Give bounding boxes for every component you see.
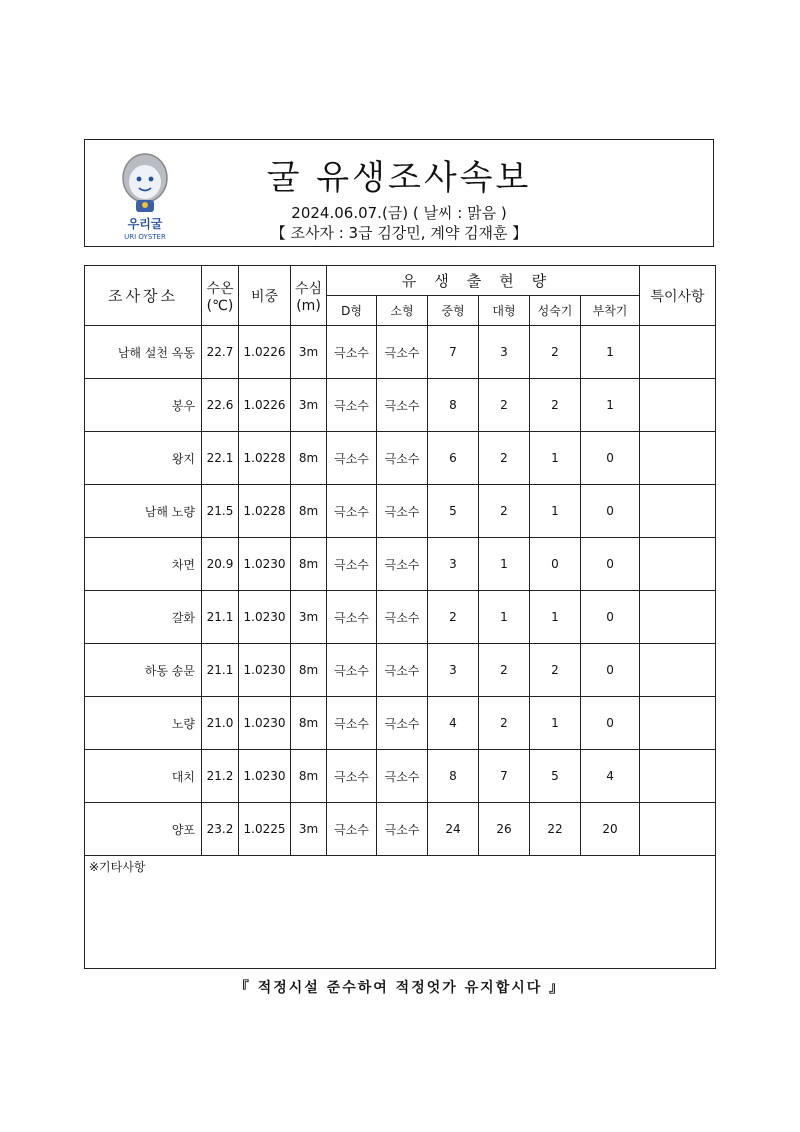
cell-mature: 5: [530, 750, 581, 803]
cell-large: 3: [479, 326, 530, 379]
cell-d-type: 극소수: [327, 538, 377, 591]
cell-attach: 0: [581, 697, 640, 750]
table-row: [85, 538, 716, 591]
cell-remarks: [640, 644, 716, 697]
cell-medium: 2: [428, 591, 479, 644]
header-gravity: 비중: [239, 266, 291, 326]
cell-depth: 3m: [291, 326, 327, 379]
cell-remarks: [640, 485, 716, 538]
cell-temp: 22.6: [202, 379, 239, 432]
cell-d-type: 극소수: [327, 432, 377, 485]
cell-d-type: 극소수: [327, 379, 377, 432]
cell-medium: 8: [428, 379, 479, 432]
footer-slogan: 『 적정시설 준수하여 적정엇가 유지합시다 』: [234, 980, 566, 996]
table-row: [85, 485, 716, 538]
cell-attach: 1: [581, 326, 640, 379]
cell-d-type: 극소수: [327, 697, 377, 750]
cell-gravity: 1.0230: [239, 538, 291, 591]
cell-mature: 22: [530, 803, 581, 856]
cell-medium: 3: [428, 538, 479, 591]
cell-remarks: [640, 697, 716, 750]
cell-small: 극소수: [377, 432, 428, 485]
cell-temp: 22.1: [202, 432, 239, 485]
header-temp-unit: (℃): [206, 297, 234, 314]
cell-medium: 24: [428, 803, 479, 856]
table-row: [85, 644, 716, 697]
cell-temp: 20.9: [202, 538, 239, 591]
cell-gravity: 1.0225: [239, 803, 291, 856]
header-location: 조사장소: [85, 266, 202, 326]
cell-medium: 5: [428, 485, 479, 538]
cell-large: 2: [479, 485, 530, 538]
cell-location: 대치: [85, 750, 202, 803]
cell-mature: 1: [530, 485, 581, 538]
cell-attach: 0: [581, 591, 640, 644]
cell-large: 1: [479, 538, 530, 591]
cell-large: 1: [479, 591, 530, 644]
report-header: [84, 139, 714, 247]
cell-location: 남해 설천 옥동: [85, 326, 202, 379]
page-title: 굴 유생조사속보: [266, 158, 532, 198]
cell-gravity: 1.0228: [239, 432, 291, 485]
cell-temp: 21.5: [202, 485, 239, 538]
cell-mature: 1: [530, 697, 581, 750]
cell-small: 극소수: [377, 379, 428, 432]
cell-remarks: [640, 432, 716, 485]
cell-small: 극소수: [377, 591, 428, 644]
cell-mature: 1: [530, 591, 581, 644]
cell-mature: 2: [530, 326, 581, 379]
cell-depth: 8m: [291, 538, 327, 591]
cell-d-type: 극소수: [327, 803, 377, 856]
cell-depth: 8m: [291, 485, 327, 538]
cell-attach: 0: [581, 485, 640, 538]
header-attach: 부착기: [581, 296, 640, 326]
table-row: [85, 803, 716, 856]
cell-attach: 0: [581, 644, 640, 697]
header-remarks: 특이사항: [640, 266, 716, 326]
cell-medium: 6: [428, 432, 479, 485]
cell-remarks: [640, 326, 716, 379]
header-depth-unit: (m): [296, 297, 321, 314]
table-row: [85, 379, 716, 432]
cell-remarks: [640, 750, 716, 803]
cell-temp: 23.2: [202, 803, 239, 856]
cell-temp: 21.1: [202, 591, 239, 644]
cell-small: 극소수: [377, 803, 428, 856]
cell-d-type: 극소수: [327, 591, 377, 644]
cell-depth: 3m: [291, 379, 327, 432]
cell-depth: 8m: [291, 644, 327, 697]
logo-name: 우리굴: [127, 217, 163, 231]
cell-depth: 3m: [291, 803, 327, 856]
cell-large: 2: [479, 644, 530, 697]
date-weather: 2024.06.07.(금) ( 날씨 : 맑음 ): [291, 204, 507, 222]
cell-mature: 2: [530, 379, 581, 432]
cell-large: 7: [479, 750, 530, 803]
cell-large: 26: [479, 803, 530, 856]
cell-gravity: 1.0226: [239, 326, 291, 379]
cell-gravity: 1.0226: [239, 379, 291, 432]
cell-small: 극소수: [377, 538, 428, 591]
cell-medium: 4: [428, 697, 479, 750]
cell-depth: 8m: [291, 432, 327, 485]
surveyor-line: 【 조사자 : 3급 김강민, 계약 김재훈 】: [270, 224, 528, 242]
cell-d-type: 극소수: [327, 485, 377, 538]
cell-small: 극소수: [377, 750, 428, 803]
header-small: 소형: [377, 296, 428, 326]
cell-gravity: 1.0230: [239, 697, 291, 750]
header-d-type: D형: [327, 296, 377, 326]
cell-location: 갈화: [85, 591, 202, 644]
cell-attach: 20: [581, 803, 640, 856]
cell-large: 2: [479, 432, 530, 485]
cell-mature: 2: [530, 644, 581, 697]
cell-remarks: [640, 591, 716, 644]
cell-remarks: [640, 803, 716, 856]
other-notes: [85, 856, 716, 969]
cell-temp: 21.0: [202, 697, 239, 750]
cell-location: 왕지: [85, 432, 202, 485]
cell-attach: 0: [581, 432, 640, 485]
header-medium: 중형: [428, 296, 479, 326]
cell-large: 2: [479, 697, 530, 750]
cell-small: 극소수: [377, 697, 428, 750]
header-temp: [202, 266, 239, 326]
cell-medium: 7: [428, 326, 479, 379]
header-larvae: 유생출현량: [327, 266, 640, 296]
cell-large: 2: [479, 379, 530, 432]
cell-temp: 22.7: [202, 326, 239, 379]
cell-gravity: 1.0230: [239, 644, 291, 697]
table-row: [85, 697, 716, 750]
cell-attach: 1: [581, 379, 640, 432]
cell-d-type: 극소수: [327, 326, 377, 379]
cell-small: 극소수: [377, 644, 428, 697]
cell-gravity: 1.0230: [239, 591, 291, 644]
cell-location: 남해 노량: [85, 485, 202, 538]
cell-location: 노량: [85, 697, 202, 750]
header-mature: 성숙기: [530, 296, 581, 326]
cell-gravity: 1.0230: [239, 750, 291, 803]
cell-d-type: 극소수: [327, 750, 377, 803]
cell-location: 하동 송문: [85, 644, 202, 697]
cell-location: 양포: [85, 803, 202, 856]
cell-medium: 3: [428, 644, 479, 697]
cell-small: 극소수: [377, 326, 428, 379]
larvae-survey-table: [84, 265, 716, 969]
table-row: [85, 591, 716, 644]
other-notes-label: ※기타사항: [89, 860, 146, 874]
cell-depth: 3m: [291, 591, 327, 644]
cell-depth: 8m: [291, 697, 327, 750]
header-temp-label: 수온: [206, 280, 234, 297]
header-depth-label: 수심: [294, 280, 323, 297]
cell-depth: 8m: [291, 750, 327, 803]
cell-attach: 0: [581, 538, 640, 591]
cell-location: 봉우: [85, 379, 202, 432]
cell-attach: 4: [581, 750, 640, 803]
cell-temp: 21.2: [202, 750, 239, 803]
table-row: [85, 432, 716, 485]
header-large: 대형: [479, 296, 530, 326]
table-row: [85, 750, 716, 803]
cell-mature: 0: [530, 538, 581, 591]
cell-medium: 8: [428, 750, 479, 803]
cell-remarks: [640, 379, 716, 432]
cell-temp: 21.1: [202, 644, 239, 697]
cell-location: 차면: [85, 538, 202, 591]
cell-d-type: 극소수: [327, 644, 377, 697]
cell-remarks: [640, 538, 716, 591]
table-row: [85, 326, 716, 379]
cell-mature: 1: [530, 432, 581, 485]
header-depth: [291, 266, 327, 326]
cell-small: 극소수: [377, 485, 428, 538]
cell-gravity: 1.0228: [239, 485, 291, 538]
logo-sub: URI OYSTER: [124, 233, 166, 241]
